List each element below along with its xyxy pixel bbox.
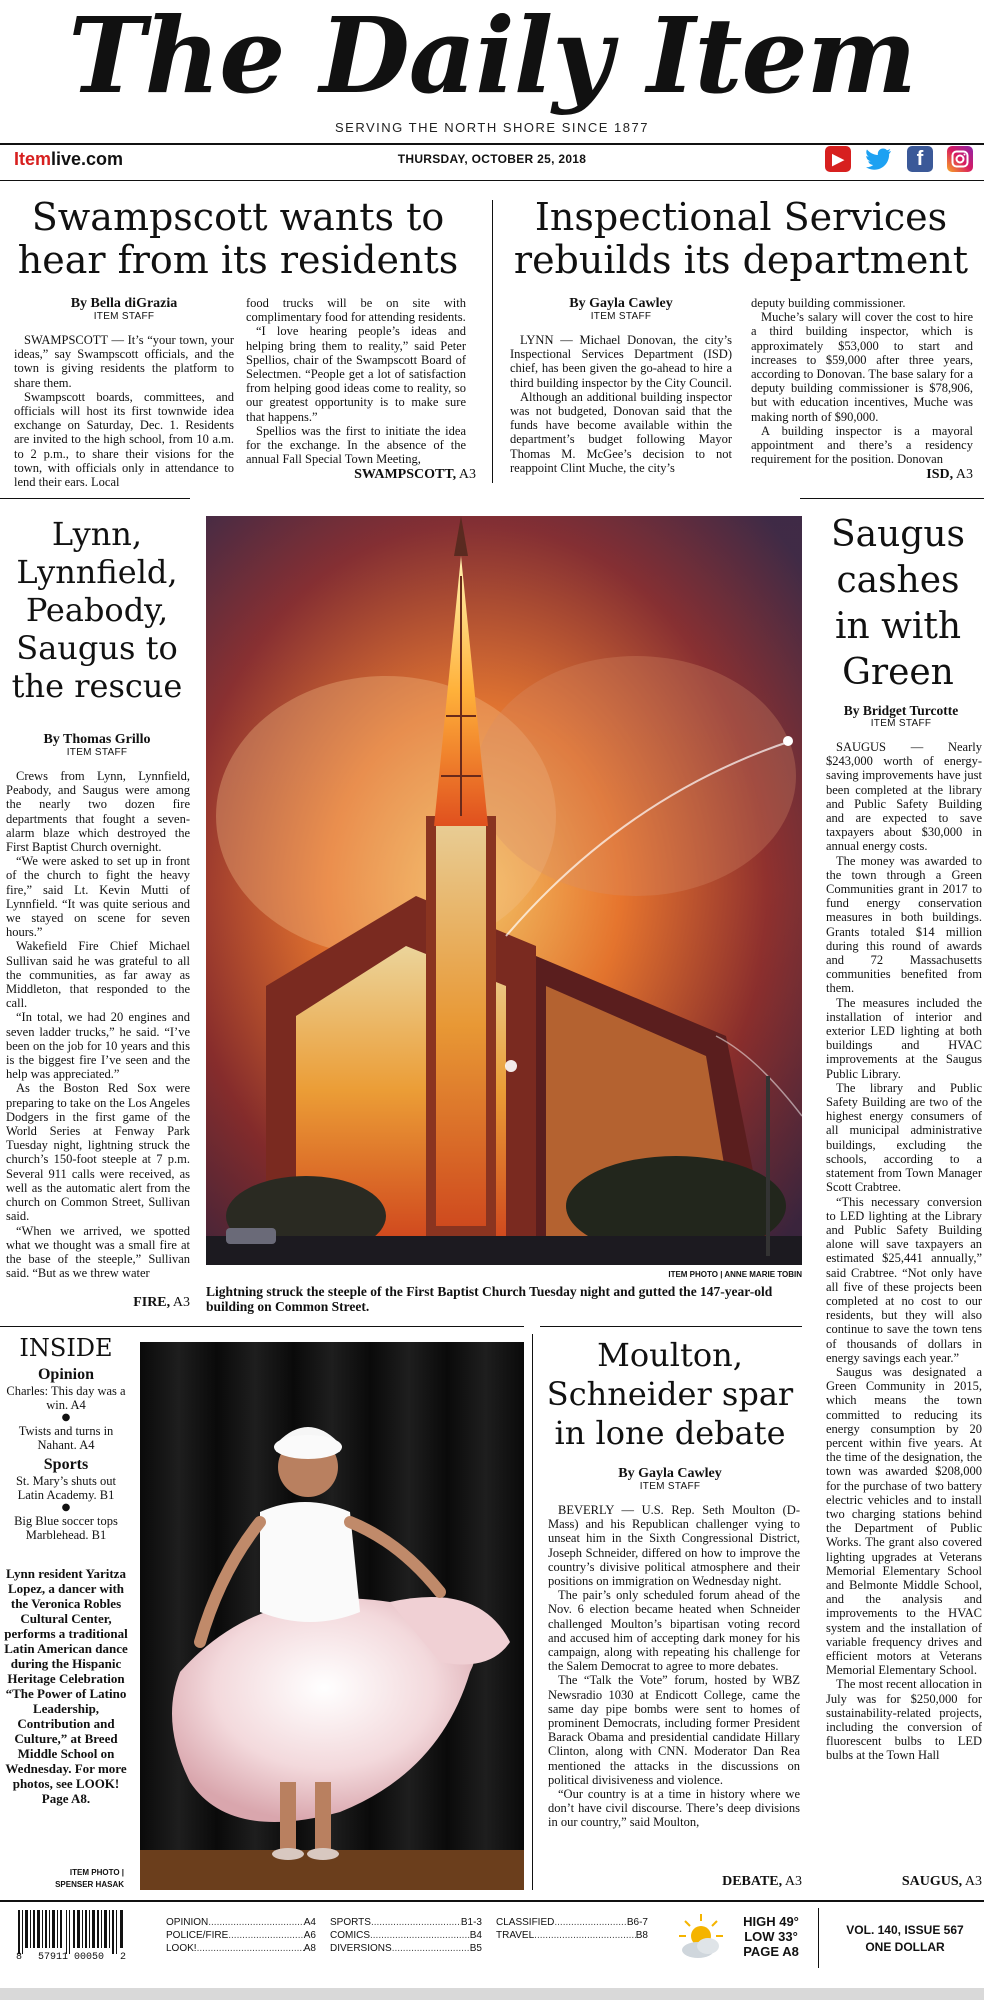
paragraph: food trucks will be on site with complimentary food for attending residents.	[246, 296, 466, 325]
swampscott-byline: By Bella diGrazia	[70, 296, 178, 311]
index-row[interactable]: OPINION ..... A4	[166, 1916, 316, 1929]
issue-date: THURSDAY, OCTOBER 25, 2018	[397, 152, 587, 166]
paragraph: A building inspector is a mayoral appointment and there’s a residency requirement for the position. Donovan	[751, 423, 973, 466]
dance-credit-2: SPENSER HASAK	[55, 1880, 124, 1889]
section-rule	[0, 498, 190, 499]
paragraph: The measures included the installation of interior and exterior LED lighting at both buildings and HVAC improvements at the Saugus Public Library.	[826, 995, 982, 1081]
barcode	[16, 1910, 126, 1968]
weather	[736, 1914, 806, 1959]
paragraph: LYNN — Michael Donovan, the city’s Inspectional Services Department (ISD) chief, has been given the go-ahead to hire a third building inspector by the City Council.	[510, 333, 732, 390]
barcode-left: 8	[16, 1952, 23, 1963]
site-link[interactable]	[14, 149, 123, 170]
dance-caption: Lynn resident Yaritza Lopez, a dancer with the Veronica Robles Cultural Center, performs a traditional Latin American dance during the Hispanic Heritage Celebration “The Power of Latino Leadership, Contribution and Culture,” at Breed Middle School on Wednesday. For more photos, see LOOK! Page A8.	[4, 1566, 128, 1806]
paragraph: deputy building commissioner.	[751, 296, 906, 310]
footer-divider	[818, 1908, 819, 1968]
photo-caption: Lightning struck the steeple of the First Baptist Church Tuesday night and gutted the 147-year-old building on Common Street.	[206, 1284, 773, 1314]
jump-label: FIRE,	[133, 1295, 171, 1310]
section-opinion: Opinion	[37, 1366, 95, 1383]
paragraph: Wakefield Fire Chief Michael Sullivan said he was grateful to all the communities, as far away as Middleton, that responded to the call.	[6, 939, 190, 1011]
saugus-headline[interactable]: Saugus cashes in with Green	[830, 514, 965, 693]
jump-page: A3	[784, 1874, 802, 1889]
weather-low: LOW 33°	[744, 1929, 798, 1944]
masthead-rule-top	[0, 143, 984, 145]
index-row[interactable]: LOOK! ..... A8	[166, 1942, 316, 1955]
saugus-jump[interactable]	[826, 1874, 982, 1890]
section-rule	[0, 1326, 524, 1327]
swampscott-headline[interactable]: Swampscott wants to hear from its residents	[17, 195, 459, 282]
jump-page: A3	[458, 467, 476, 482]
fire-body	[6, 769, 190, 1292]
paragraph: Swampscott boards, committees, and officials will host its first townwide idea exchange on Saturday, Dec. 1. Residents are invited to the high school, from 10 a.m. to 2 p.m., to share their visions for the town, with officials only in attendance to lend their ears. Local	[14, 389, 234, 490]
jump-label: DEBATE,	[722, 1874, 783, 1889]
price: ONE DOLLAR	[865, 1940, 945, 1954]
inside-item[interactable]: St. Mary’s shuts out Latin Academy. B1	[15, 1474, 116, 1502]
volume-issue: VOL. 140, ISSUE 567	[846, 1923, 964, 1937]
index-row[interactable]: CLASSIFIED ..... B6-7	[496, 1916, 648, 1929]
isd-jump[interactable]	[751, 467, 973, 483]
dancer-photo[interactable]	[140, 1342, 524, 1890]
index-col-2	[330, 1916, 482, 1955]
section-rule	[540, 1326, 802, 1327]
fire-jump[interactable]	[6, 1295, 190, 1311]
paragraph: BEVERLY — U.S. Rep. Seth Moulton (D-Mass) and his Republican challenger vying to unseat him in the Sixth Congressional District, Joseph Schneider, differed on how to improve the country’s divisive political atmosphere and their positions on immigration on Wednesday night.	[548, 1503, 800, 1589]
page-bottom-strip	[0, 1988, 984, 2000]
paragraph: Although an additional building inspector was not budgeted, Donovan said that the funds have become available within the department’s budget following Mayor Thomas M. McGee’s decision to not reappoint Clint Muche, the city’s	[510, 389, 732, 475]
column-divider	[492, 200, 493, 483]
index-col-1	[166, 1916, 316, 1955]
debate-body	[548, 1503, 800, 1872]
bullet-icon: ●	[61, 1502, 71, 1513]
section-sports: Sports	[43, 1456, 89, 1473]
paragraph: “When we arrived, we spotted what we thought was a small fire at the base of the steeple,” Sullivan said. “But as we threw water	[6, 1223, 190, 1281]
paragraph: SAUGUS — Nearly $243,000 worth of energy-saving improvements have just been completed at the library and Public Safety Building and are expected to save taxpayers about $30,000 in annual energy costs.	[826, 740, 982, 854]
fire-byline: By Thomas Grillo	[43, 732, 151, 747]
saugus-staff: ITEM STAFF	[870, 718, 932, 729]
section-rule	[800, 498, 984, 499]
column-divider	[532, 1334, 533, 1890]
swampscott-jump[interactable]	[246, 467, 476, 483]
swampscott-body-col2	[246, 296, 466, 466]
debate-headline[interactable]: Moulton, Schneider spar in lone debate	[546, 1336, 794, 1452]
weather-high: HIGH 49°	[743, 1914, 799, 1929]
paragraph: The pair’s only scheduled forum ahead of the Nov. 6 election became heated when Schneider challenged Moulton’s bipartisan voting record and accused him of accepting dark money for his campaign, along with repeating his challenge for the Salem Democrat to agree to more debates.	[548, 1588, 800, 1674]
tagline: SERVING THE NORTH SHORE SINCE 1877	[335, 120, 649, 135]
jump-page: A3	[964, 1874, 982, 1889]
paragraph: Saugus was designated a Green Community in 2015, which means the town committed to reducing its energy consumption by 20 percent within five years. At the time of the designation, the town was awarded $208,000 for the purchase of two battery electric vehicles and to install two charging stations behind the Department of Public Works. The grant also covered lighting upgrades at Veterans Memorial Elementary School and Belmonte Middle School, and the analysis and improvements to the HVAC system and the installation of variable frequency drives and efficient motors at Veterans Memorial Elementary School.	[826, 1364, 982, 1678]
index-row[interactable]: SPORTS ..... B1-3	[330, 1916, 482, 1929]
inside-item[interactable]: Charles: This day was a win. A4	[6, 1384, 126, 1412]
paragraph: SWAMPSCOTT — It’s “your town, your ideas,” say Swampscott officials, and the town is giving residents the platform to share them.	[14, 333, 234, 390]
footer-rule	[0, 1900, 984, 1902]
paragraph: The library and Public Safety Building are two of the highest energy consumers of all municipal administrative buildings, excluding the schools, according to a statement from Town Manager Scott Crabtree.	[826, 1080, 982, 1195]
facebook-icon[interactable]: f	[907, 146, 933, 172]
issue-info	[826, 1922, 984, 1956]
inside-item[interactable]: Twists and turns in Nahant. A4	[18, 1424, 114, 1452]
index-row[interactable]: COMICS ..... B4	[330, 1929, 482, 1942]
paragraph: As the Boston Red Sox were preparing to take on the Los Angeles Dodgers in the first game of the World Series at Fenway Park Tuesday night, lightning struck the church’s 150-foot steeple at 7 p.m. Several 911 calls were received, as well as the automatic alert from the church on Common Street, Sullivan said.	[6, 1081, 190, 1224]
site-link-black: live.com	[51, 149, 124, 169]
church-fire-photo[interactable]	[206, 516, 802, 1265]
swampscott-staff: ITEM STAFF	[93, 311, 155, 322]
paragraph: The money was awarded to the town through a Green Communities grant in 2017 to fund energy conservation measures in both buildings. Grants totaled $14 million during this round of awards and 72 Massachusetts communities benefited from them.	[826, 853, 982, 996]
paragraph: Spellios was the first to initiate the idea for the exchange. In the absence of the annual Fall Special Town Meeting,	[246, 423, 466, 466]
paragraph: “Our country is at a time in history where we don’t have civil discourse. There’s deep divisions in our country,” said Moulton,	[548, 1787, 800, 1830]
barcode-right: 2	[119, 1952, 126, 1963]
isd-body-col2	[751, 296, 973, 466]
inside-item[interactable]: Big Blue soccer tops Marblehead. B1	[14, 1514, 118, 1542]
paragraph: “This necessary conversion to LED lighting at the Library and Public Safety Building alone will save taxpayers an estimated $25,441 annually,” said Crabtree. “Not only have all five of these projects been completed at no cost to our residents, but they will also continue to save the town tens of thousands of dollars in energy savings each year.”	[826, 1194, 982, 1365]
weather-page[interactable]: PAGE A8	[743, 1944, 799, 1959]
barcode-number: 57911 00050	[37, 1952, 104, 1963]
fire-headline[interactable]: Lynn, Lynnfield, Peabody, Saugus to the rescue	[11, 515, 183, 705]
isd-body-col1	[510, 333, 732, 493]
saugus-body	[826, 740, 982, 1872]
isd-byline: By Gayla Cawley	[569, 296, 673, 311]
jump-label: ISD,	[926, 467, 954, 482]
isd-headline[interactable]: Inspectional Services rebuilds its department	[513, 195, 969, 282]
fire-staff: ITEM STAFF	[66, 747, 128, 758]
paragraph: The “Talk the Vote” forum, hosted by WBZ Newsradio 1030 at Endicott College, came the same day pipe bombs were sent to homes of prominent Democrats, including former President Barack Obama and presidential candidate Hillary Clinton, along with CNN. Moderator Dan Rea mentioned the attacks in the discussions on political divisiveness and violence.	[548, 1673, 800, 1787]
instagram-icon[interactable]	[947, 146, 973, 172]
site-link-red: Item	[14, 149, 52, 169]
paragraph: “I love hearing people’s ideas and helping bring them to reality,” said Peter Spellios, chair of the Swampscott Board of Selectmen. “People get a lot of satisfaction from helping good ideas come to reality, so our greatest opportunity is to make sure that happens.”	[246, 324, 466, 424]
dance-credit-1: ITEM PHOTO |	[69, 1868, 124, 1877]
paragraph: The most recent allocation in July was for $250,000 for sustainability-related projects, including the conversion of fluorescent bulbs to LED bulbs at the Town Hall	[826, 1677, 982, 1763]
inside-title: INSIDE	[19, 1334, 113, 1362]
jump-label: SWAMPSCOTT,	[354, 467, 457, 482]
debate-byline: By Gayla Cawley	[618, 1466, 722, 1481]
jump-page: A3	[955, 467, 973, 482]
paragraph: Crews from Lynn, Lynnfield, Peabody, and Saugus were among the nearly two dozen fire departments that fought a seven-alarm blaze which destroyed the First Baptist Church overnight.	[6, 769, 190, 855]
jump-page: A3	[172, 1295, 190, 1310]
paragraph: “In total, we had 20 engines and seven ladder trucks,” he said. “I’ve been on the job for 10 years and this is the biggest fire I’ve seen and the help was appreciated.”	[6, 1010, 190, 1082]
inside-panel	[4, 1334, 128, 1542]
isd-staff: ITEM STAFF	[590, 311, 652, 322]
index-col-3	[496, 1916, 648, 1942]
masthead-rule-bottom	[0, 180, 984, 181]
jump-label: SAUGUS,	[901, 1874, 963, 1889]
swampscott-body-col1	[14, 333, 234, 493]
index-row[interactable]: POLICE/FIRE ..... A6	[166, 1929, 316, 1942]
index-row[interactable]: DIVERSIONS ..... B5	[330, 1942, 482, 1955]
paragraph: Muche’s salary will cover the cost to hire a third building inspector, which is approximately $53,000 to start and increases to $59,000 after three years, according to Donovan. The base salary for a deputy building commissioner is $78,906, but with education incentives, Muche was making north of $90,000.	[751, 310, 973, 424]
bullet-icon: ●	[61, 1412, 71, 1423]
twitter-icon[interactable]	[866, 146, 892, 172]
newspaper-title: The Daily Item	[68, 0, 916, 117]
paragraph: “We were asked to set up in front of the church to fight the heavy fire,” said Lt. Kevin Mutti of Lynnfield. “It was quite serious and we stayed on scene for seven hours.”	[6, 854, 190, 940]
debate-jump[interactable]	[548, 1874, 802, 1890]
youtube-icon[interactable]: ▶	[825, 146, 851, 172]
photo-credit: ITEM PHOTO | ANNE MARIE TOBIN	[668, 1270, 802, 1279]
debate-staff: ITEM STAFF	[639, 1481, 701, 1492]
saugus-byline: By Bridget Turcotte	[843, 703, 959, 718]
index-row[interactable]: TRAVEL ..... B8	[496, 1929, 648, 1942]
sun-cloud-icon	[676, 1912, 726, 1962]
